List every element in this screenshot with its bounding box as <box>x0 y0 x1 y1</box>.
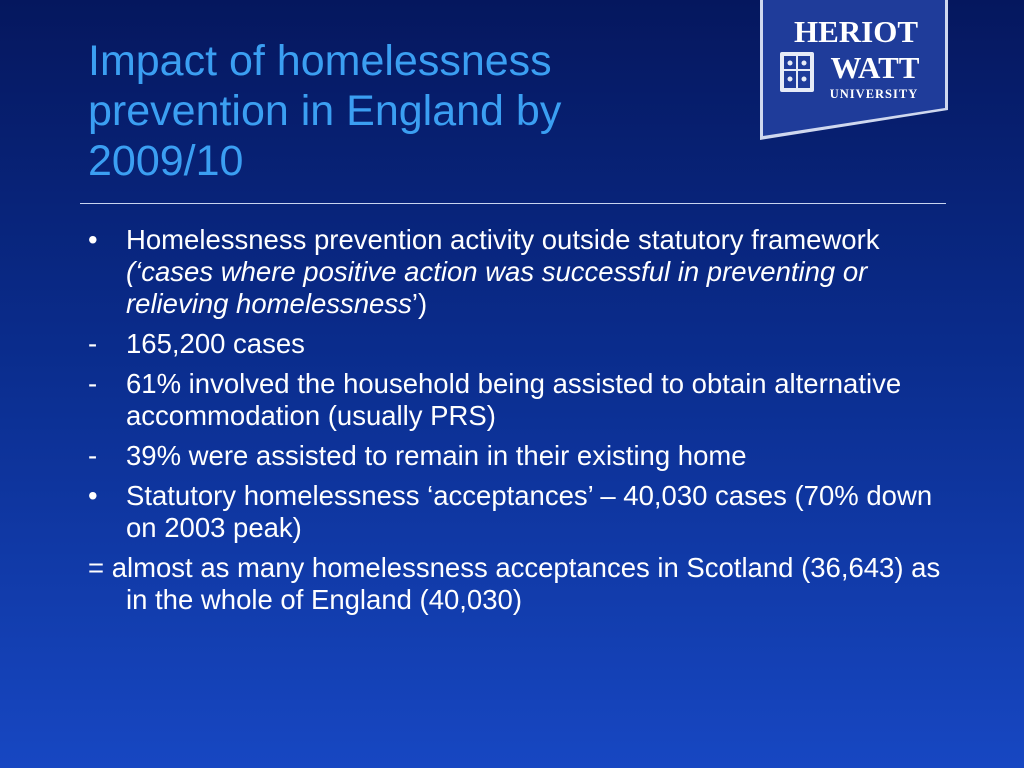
heriot-watt-university-logo <box>760 0 948 140</box>
slide-title: Impact of homelessness prevention in England by 2009/10 <box>88 37 562 185</box>
dash-marker: - <box>88 368 98 399</box>
item-text: 165,200 cases <box>126 328 305 359</box>
list-item <box>88 440 948 472</box>
item-text: Homelessness prevention activity outside statutory framework <box>126 224 880 255</box>
title-divider <box>80 203 946 204</box>
item-text: 61% involved the household being assisted to obtain alternative accommodation (usually PRS) <box>126 368 902 431</box>
logo-line-university: UNIVERSITY <box>829 87 919 101</box>
item-text: Statutory homelessness ‘acceptances’ – 40,030 cases (70% down on 2003 peak) <box>126 480 933 543</box>
logo-line-heriot: HERIOT <box>793 14 919 49</box>
logo-line-watt: WATT <box>830 50 920 85</box>
list-item <box>88 368 948 432</box>
list-item <box>88 480 948 544</box>
equals-marker: = <box>88 552 105 583</box>
item-text: almost as many homelessness acceptances in Scotland (36,643) as in the whole of England (40,030) <box>111 552 941 615</box>
list-item <box>88 328 948 360</box>
item-quote-close: ’) <box>411 288 428 319</box>
item-text: 39% were assisted to remain in their existing home <box>126 440 747 471</box>
dash-marker: - <box>88 328 98 359</box>
bullet-marker: • <box>88 224 98 255</box>
list-item <box>88 224 948 320</box>
bullet-list <box>88 224 948 624</box>
crest-icon <box>780 52 814 92</box>
item-quote: (‘cases where positive action was successful in preventing or relieving homelessness <box>126 256 868 319</box>
list-item <box>88 552 948 616</box>
dash-marker: - <box>88 440 98 471</box>
bullet-marker: • <box>88 480 98 511</box>
